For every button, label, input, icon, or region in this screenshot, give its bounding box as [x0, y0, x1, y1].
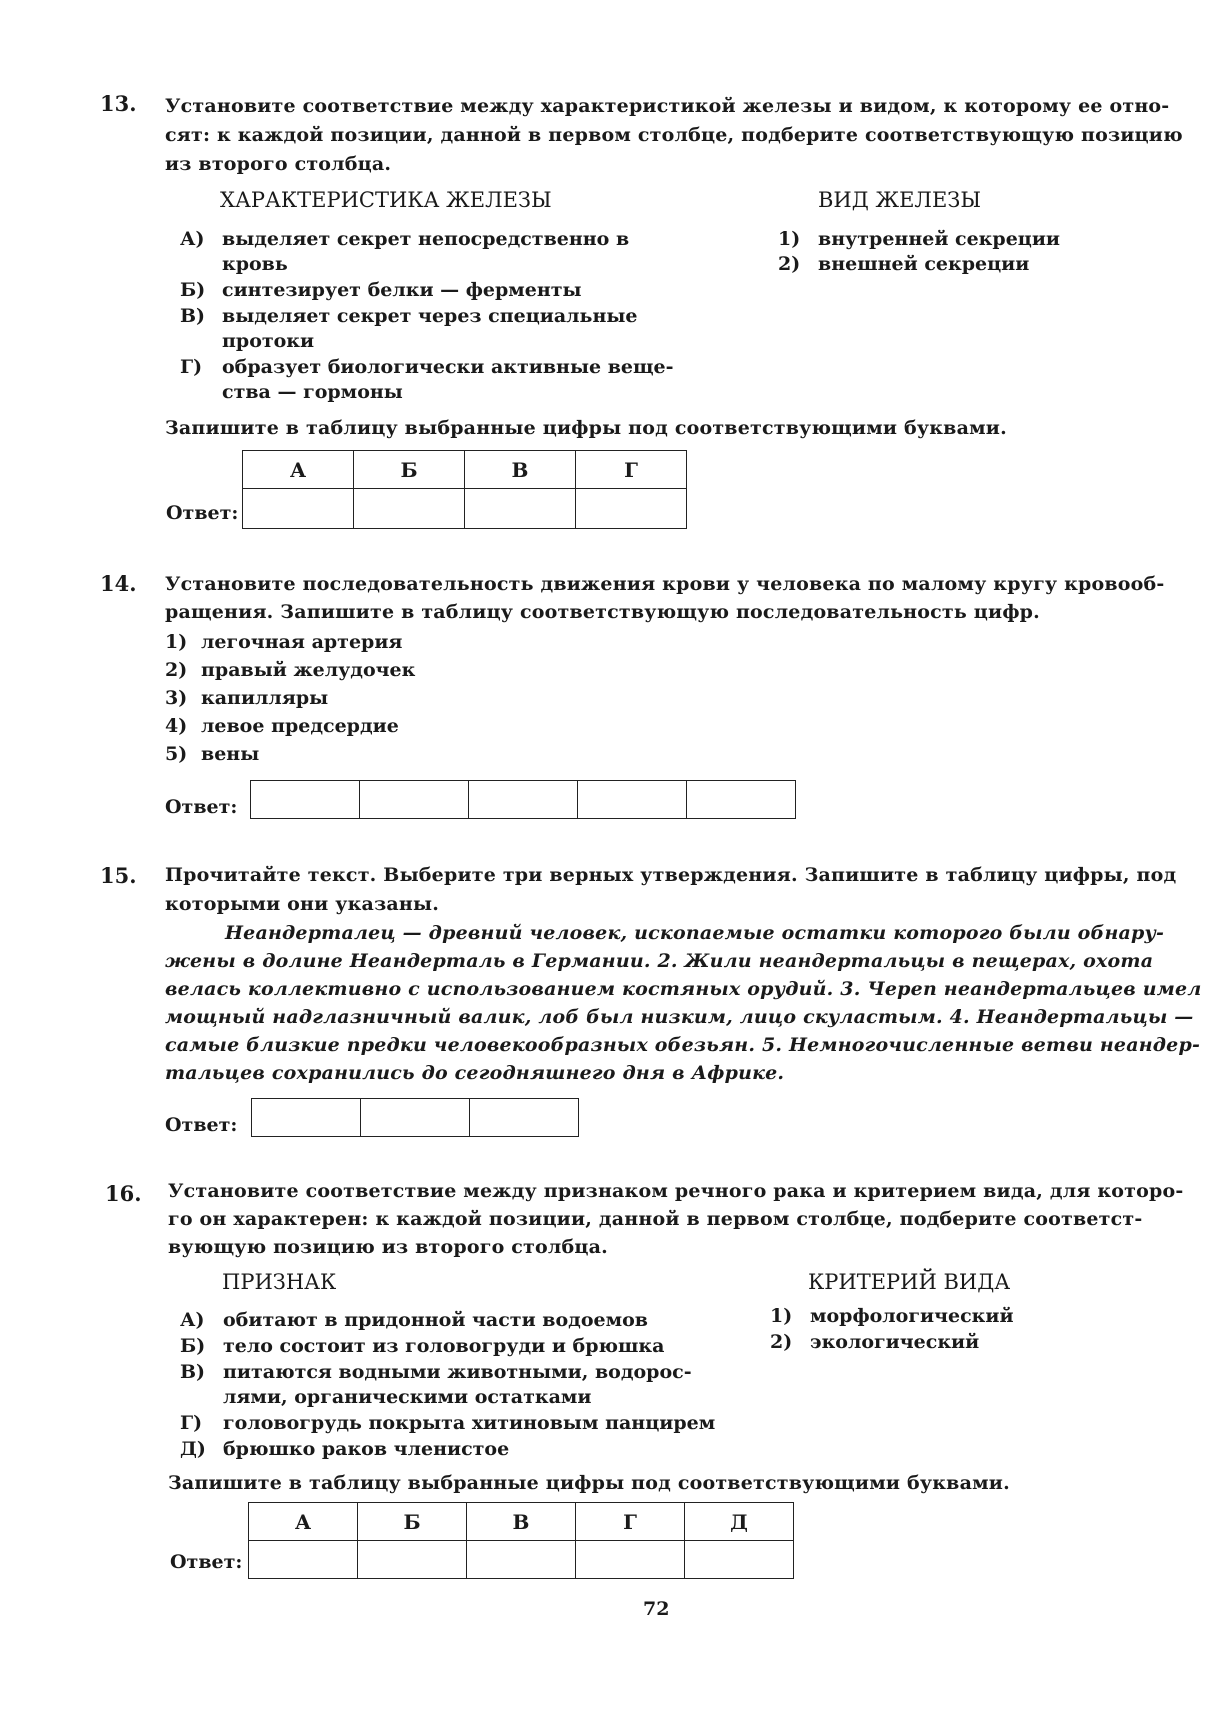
q13-header-a: А	[243, 451, 354, 489]
q13-header-v: В	[465, 451, 576, 489]
q15-answer-table	[251, 1098, 579, 1137]
q14-text-line1: Установите последовательность движения крови у человека по малому кругу кровооб-	[165, 573, 1165, 595]
q16-header-d: Д	[685, 1503, 794, 1541]
q16-option-1-text: морфологический	[810, 1305, 1014, 1327]
q14-answer-cell-2[interactable]	[360, 781, 469, 819]
q14-item-4-text: левое предсердие	[201, 715, 399, 737]
q13-item-v-letter: В)	[180, 305, 206, 327]
q16-header-v: В	[467, 1503, 576, 1541]
q16-item-b-letter: Б)	[180, 1335, 206, 1357]
q15-passage-line1: Неандерталец — древний человек, ископаемые остатки которого были обнару-	[225, 922, 1165, 944]
q15-passage-line5: самые близкие предки человекообразных обезьян. 5. Немногочисленные ветви неандер-	[165, 1034, 1201, 1056]
q14-answer-cell-4[interactable]	[578, 781, 687, 819]
q13-item-a-line2: кровь	[222, 253, 288, 275]
q16-instruction: Запишите в таблицу выбранные цифры под соответствующими буквами.	[168, 1472, 1010, 1494]
q16-text-line2: го он характерен: к каждой позиции, данной в первом столбце, подберите соответст-	[168, 1208, 1143, 1230]
q13-option-1-text: внутренней секреции	[818, 228, 1060, 250]
q13-option-1-num: 1)	[778, 228, 801, 250]
q16-answer-cell-a[interactable]	[249, 1541, 358, 1579]
q15-passage-line4: мощный надглазничный валик, лоб был низким, лицо скуластым. 4. Неандертальцы —	[165, 1006, 1194, 1028]
q16-answer-cell-g[interactable]	[576, 1541, 685, 1579]
q14-answer-cell-5[interactable]	[687, 781, 796, 819]
q13-answer-cell-a[interactable]	[243, 489, 354, 529]
q16-answer-cell-v[interactable]	[467, 1541, 576, 1579]
q15-text-line2: которыми они указаны.	[165, 893, 440, 915]
q15-passage-line2: жены в долине Неандерталь в Германии. 2. Жили неандертальцы в пещерах, охота	[165, 950, 1154, 972]
q16-answer-cell-d[interactable]	[685, 1541, 794, 1579]
q16-header-a: А	[249, 1503, 358, 1541]
q16-item-a-line1: обитают в придонной части водоемов	[223, 1309, 648, 1331]
q16-item-g-line1: головогрудь покрыта хитиновым панцирем	[223, 1412, 716, 1434]
q16-item-v-line1: питаются водными животными, водорос-	[223, 1361, 692, 1383]
q16-col2-heading: КРИТЕРИЙ ВИДА	[808, 1270, 1011, 1294]
q14-item-5-num: 5)	[165, 743, 188, 765]
q15-number: 15.	[100, 863, 137, 888]
q16-header-b: Б	[358, 1503, 467, 1541]
q13-answer-table	[242, 450, 687, 529]
q13-number: 13.	[100, 91, 137, 116]
q16-col1-heading: ПРИЗНАК	[222, 1270, 337, 1294]
q13-item-a-line1: выделяет секрет непосредственно в	[222, 228, 630, 250]
q15-text-line1: Прочитайте текст. Выберите три верных утверждения. Запишите в таблицу цифры, под	[165, 864, 1177, 886]
q16-item-b-line1: тело состоит из головогруди и брюшка	[223, 1335, 665, 1357]
q13-answer-cell-v[interactable]	[465, 489, 576, 529]
q13-answer-cell-b[interactable]	[354, 489, 465, 529]
q13-col2-heading: ВИД ЖЕЛЕЗЫ	[818, 188, 982, 212]
q14-item-4-num: 4)	[165, 715, 188, 737]
q15-answer-label: Ответ:	[165, 1114, 238, 1136]
q16-answer-label: Ответ:	[170, 1551, 243, 1573]
q13-item-a-letter: А)	[180, 228, 205, 250]
q14-item-5-text: вены	[201, 743, 260, 765]
q16-item-v-letter: В)	[180, 1361, 206, 1383]
q15-passage-line6: тальцев сохранились до сегодняшнего дня в Африке.	[165, 1062, 785, 1084]
q14-number: 14.	[100, 571, 137, 596]
q13-header-b: Б	[354, 451, 465, 489]
q14-answer-cell-1[interactable]	[251, 781, 360, 819]
q14-answer-cell-3[interactable]	[469, 781, 578, 819]
q16-text-line1: Установите соответствие между признаком речного рака и критерием вида, для которо-	[168, 1180, 1184, 1202]
q13-item-b-line1: синтезирует белки — ферменты	[222, 279, 582, 301]
q16-number: 16.	[105, 1181, 142, 1206]
q13-answer-cell-g[interactable]	[576, 489, 687, 529]
q16-item-d-line1: брюшко раков членистое	[223, 1438, 510, 1460]
q13-item-g-line2: ства — гормоны	[222, 381, 403, 403]
q16-option-2-num: 2)	[770, 1331, 793, 1353]
q16-option-1-num: 1)	[770, 1305, 793, 1327]
q16-text-line3: вующую позицию из второго столбца.	[168, 1236, 608, 1258]
q16-option-2-text: экологический	[810, 1331, 980, 1353]
q15-passage-line3: велась коллективно с использованием костяных орудий. 3. Череп неандертальцев имел	[165, 978, 1202, 1000]
q15-answer-cell-1[interactable]	[252, 1099, 361, 1137]
q16-answer-table	[248, 1502, 794, 1579]
q16-item-a-letter: А)	[180, 1309, 205, 1331]
q16-answer-cell-b[interactable]	[358, 1541, 467, 1579]
q13-header-g: Г	[576, 451, 687, 489]
q16-item-g-letter: Г)	[180, 1412, 203, 1434]
q15-answer-cell-3[interactable]	[470, 1099, 579, 1137]
q13-item-v-line2: протоки	[222, 330, 315, 352]
q14-item-1-num: 1)	[165, 631, 188, 653]
q16-item-v-line2: лями, органическими остатками	[223, 1386, 592, 1408]
q14-item-2-num: 2)	[165, 659, 188, 681]
q14-item-1-text: легочная артерия	[201, 631, 403, 653]
page-number: 72	[643, 1598, 670, 1620]
q14-item-3-text: капилляры	[201, 687, 329, 709]
q13-text-line1: Установите соответствие между характеристикой железы и видом, к которому ее отно-	[165, 95, 1170, 117]
q13-item-g-letter: Г)	[180, 356, 203, 378]
q14-answer-table	[250, 780, 796, 819]
q13-item-g-line1: образует биологически активные веще-	[222, 356, 674, 378]
q13-option-2-num: 2)	[778, 253, 801, 275]
q14-answer-label: Ответ:	[165, 796, 238, 818]
q13-option-2-text: внешней секреции	[818, 253, 1030, 275]
q13-text-line2: сят: к каждой позиции, данной в первом столбце, подберите соответствующую позицию	[165, 124, 1183, 146]
q16-header-g: Г	[576, 1503, 685, 1541]
q14-text-line2: ращения. Запишите в таблицу соответствующую последовательность цифр.	[165, 601, 1040, 623]
q16-item-d-letter: Д)	[180, 1438, 206, 1460]
q13-text-line3: из второго столбца.	[165, 153, 392, 175]
q13-item-v-line1: выделяет секрет через специальные	[222, 305, 638, 327]
q13-answer-label: Ответ:	[166, 502, 239, 524]
q13-instruction: Запишите в таблицу выбранные цифры под соответствующими буквами.	[165, 417, 1007, 439]
q14-item-3-num: 3)	[165, 687, 188, 709]
q15-answer-cell-2[interactable]	[361, 1099, 470, 1137]
q13-item-b-letter: Б)	[180, 279, 206, 301]
q13-col1-heading: ХАРАКТЕРИСТИКА ЖЕЛЕЗЫ	[220, 188, 552, 212]
q14-item-2-text: правый желудочек	[201, 659, 416, 681]
